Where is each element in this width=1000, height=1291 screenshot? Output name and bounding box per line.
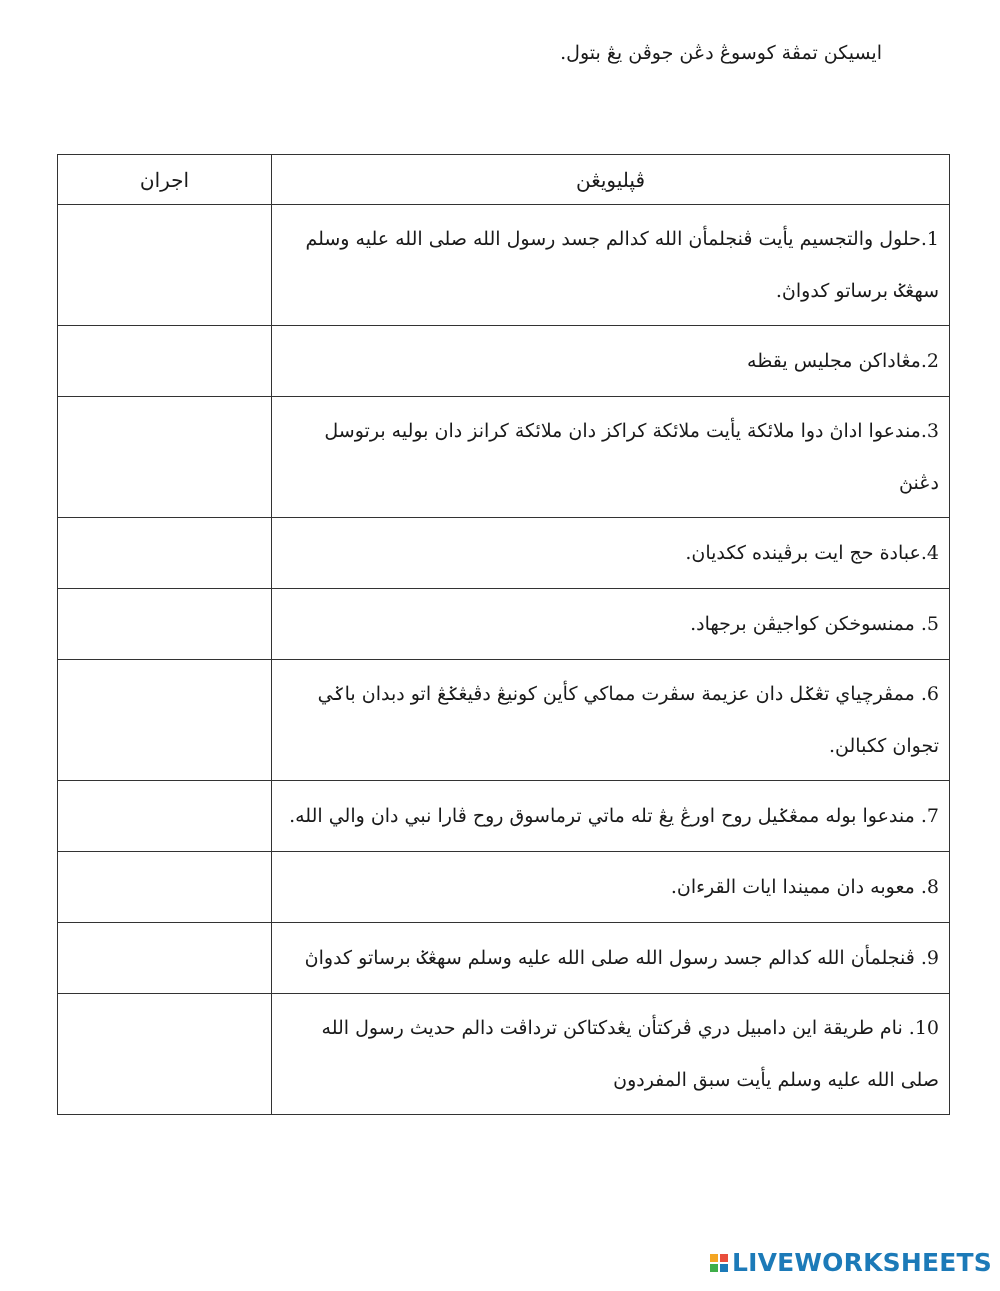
table-header-row bbox=[58, 155, 950, 205]
answer-input[interactable] bbox=[58, 589, 271, 659]
answer-cell[interactable] bbox=[58, 589, 272, 660]
statement-cell: 8. معوبه دان مميندا ايات القرءان. bbox=[272, 852, 950, 923]
statement-cell: 3.مندعوا اداڽ دوا ملائکة يأيت ملائکة كراكز دان ملائکة كرانز دان بوليه برتوسل دڠنڽ bbox=[272, 397, 950, 518]
liveworksheets-brand[interactable] bbox=[710, 1248, 992, 1277]
logo-square-blue bbox=[720, 1264, 728, 1272]
answer-cell[interactable] bbox=[58, 326, 272, 397]
statement-cell: 2.مڠاداکن مجليس يقظه bbox=[272, 326, 950, 397]
statement-cell: 7. مندعوا بوله ممڠݢيل روح اورڠ يڠ تله ماتي ترماسوق روح ڤارا نبي دان والي الله. bbox=[272, 781, 950, 852]
answer-input[interactable] bbox=[58, 205, 271, 325]
worksheet-table bbox=[57, 154, 950, 1115]
table-row bbox=[58, 518, 950, 589]
answer-cell[interactable] bbox=[58, 852, 272, 923]
instruction-text: ايسيکن تمڤة کوسوڠ دڠن جوڤن يڠ بتول. bbox=[560, 42, 882, 64]
liveworksheets-logo-icon bbox=[710, 1254, 728, 1272]
answer-input[interactable] bbox=[58, 994, 271, 1114]
statement-cell: 1.حلول والتجسيم يأيت ڤنجلمأن الله كدالم جسد رسول الله صلى الله عليه وسلم سهڠݢ برساتو كدواڽ. bbox=[272, 205, 950, 326]
answer-input[interactable] bbox=[58, 852, 271, 922]
answer-input[interactable] bbox=[58, 326, 271, 396]
table-row bbox=[58, 781, 950, 852]
answer-input[interactable] bbox=[58, 518, 271, 588]
table-row bbox=[58, 660, 950, 781]
answer-input[interactable] bbox=[58, 923, 271, 993]
table-row bbox=[58, 852, 950, 923]
logo-square-red bbox=[720, 1254, 728, 1262]
answer-cell[interactable] bbox=[58, 205, 272, 326]
answer-cell[interactable] bbox=[58, 781, 272, 852]
statement-cell: 10. نام طريقة اين دامبيل دري ڤرکتأن يڠدکتاکن ترداڤت دالم حديث رسول الله صلى الله عليه وسلم يأيت سبق المفردون bbox=[272, 994, 950, 1115]
statement-cell: 4.عبادة حج ايت برڤيندە ککديان. bbox=[272, 518, 950, 589]
answer-input[interactable] bbox=[58, 660, 271, 780]
table-row bbox=[58, 923, 950, 994]
statement-cell: 6. ممڤرچياي تڠݢل دان عزيمة سڤرت مماكي كأين كونيڠ دڤيڠݢڠ اتو دبدان باݢي تجوان ككبالن. bbox=[272, 660, 950, 781]
logo-square-green bbox=[710, 1264, 718, 1272]
table-row bbox=[58, 326, 950, 397]
answer-cell[interactable] bbox=[58, 397, 272, 518]
logo-square-orange bbox=[710, 1254, 718, 1262]
table-row bbox=[58, 397, 950, 518]
header-answer: اجران bbox=[58, 155, 272, 205]
answer-cell[interactable] bbox=[58, 923, 272, 994]
answer-input[interactable] bbox=[58, 397, 271, 517]
table-row bbox=[58, 994, 950, 1115]
table-row bbox=[58, 205, 950, 326]
statement-cell: 5. ممنسوخکن کواجيڤن برجهاد. bbox=[272, 589, 950, 660]
answer-cell[interactable] bbox=[58, 660, 272, 781]
header-statement: ڤپليويڠن bbox=[272, 155, 950, 205]
answer-cell[interactable] bbox=[58, 518, 272, 589]
answer-cell[interactable] bbox=[58, 994, 272, 1115]
table-row bbox=[58, 589, 950, 660]
brand-text: LIVEWORKSHEETS bbox=[731, 1248, 992, 1277]
answer-input[interactable] bbox=[58, 781, 271, 851]
statement-cell: 9. ڤنجلمأن الله كدالم جسد رسول الله صلى الله عليه وسلم سهڠݢ برساتو كدواڽ bbox=[272, 923, 950, 994]
